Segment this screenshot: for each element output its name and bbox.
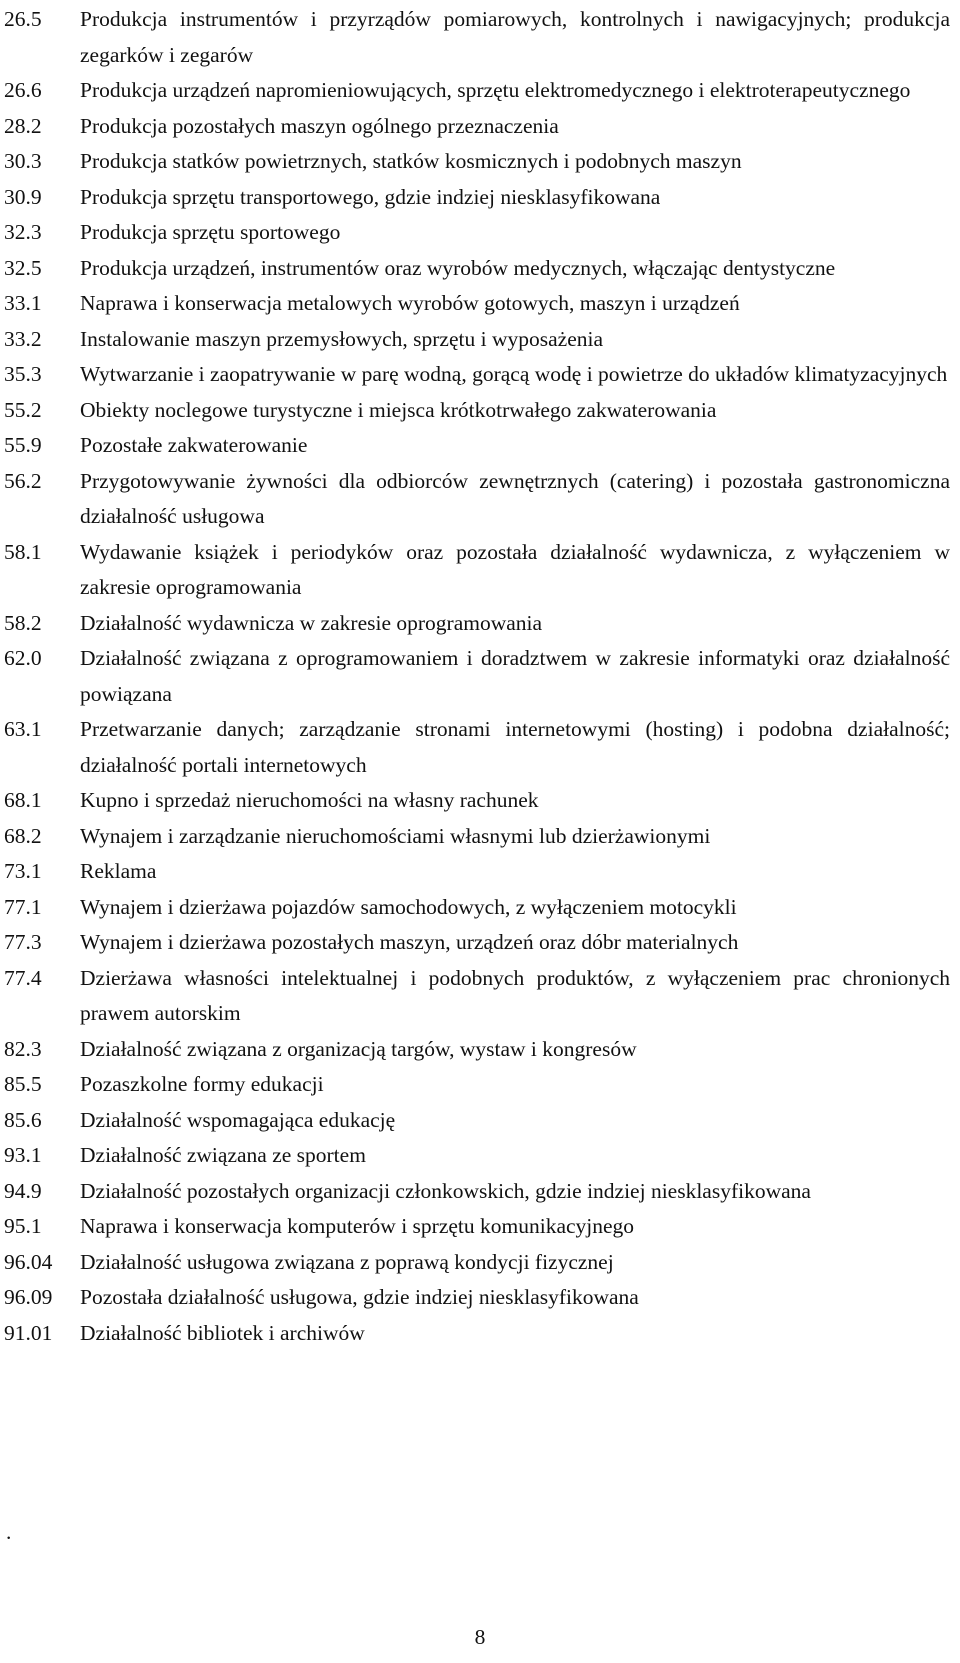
activity-description: Naprawa i konserwacja komputerów i sprzętu komunikacyjnego	[80, 1214, 635, 1238]
activity-description: Przygotowywanie żywności dla odbiorców zewnętrznych (catering) i pozostała gastronomiczna działalność usługowa	[80, 468, 950, 528]
pkd-code-list	[4, 2, 950, 1351]
list-item	[4, 1280, 950, 1316]
activity-description: Dzierżawa własności intelektualnej i podobnych produktów, z wyłączeniem prac chronionych prawem autorskim	[80, 965, 950, 1025]
list-item	[4, 144, 950, 180]
activity-description: Działalność związana ze sportem	[80, 1143, 366, 1167]
list-item	[4, 73, 950, 109]
list-item	[4, 109, 950, 145]
list-item	[4, 180, 950, 216]
activity-description: Przetwarzanie danych; zarządzanie stronami internetowymi (hosting) i podobna działalność; działalność portali internetowych	[80, 717, 950, 777]
activity-description: Działalność bibliotek i archiwów	[80, 1320, 365, 1345]
list-item	[4, 357, 950, 393]
activity-description: Reklama	[80, 859, 157, 883]
activity-description: Pozostała działalność usługowa, gdzie indziej niesklasyfikowana	[80, 1285, 639, 1309]
activity-code: 68.2	[4, 823, 42, 848]
list-item	[4, 428, 950, 464]
list-item	[4, 464, 950, 535]
activity-description: Pozostałe zakwaterowanie	[80, 433, 308, 457]
activity-code: 58.2	[4, 610, 42, 635]
page-number: 8	[474, 1625, 486, 1649]
activity-description: Działalność związana z oprogramowaniem i doradztwem w zakresie informatyki oraz działalność powiązana	[80, 646, 950, 706]
activity-description: Produkcja sprzętu sportowego	[80, 220, 341, 244]
activity-description: Działalność wydawnicza w zakresie oprogramowania	[80, 610, 543, 635]
trailing-mark: .	[6, 1520, 12, 1544]
activity-description: Produkcja instrumentów i przyrządów pomiarowych, kontrolnych i nawigacyjnych; produkcja zegarków i zegarów	[80, 7, 950, 67]
activity-description: Instalowanie maszyn przemysłowych, sprzętu i wyposażenia	[80, 326, 604, 351]
activity-code: 35.3	[4, 362, 42, 386]
list-item	[4, 641, 950, 712]
activity-code: 93.1	[4, 1143, 42, 1167]
activity-code: 32.3	[4, 220, 42, 244]
activity-code: 96.04	[4, 1249, 53, 1274]
activity-code: 85.6	[4, 1107, 42, 1132]
activity-code: 28.2	[4, 113, 42, 138]
activity-code: 56.2	[4, 468, 42, 493]
list-item	[4, 783, 950, 819]
list-item	[4, 393, 950, 429]
activity-code: 68.1	[4, 788, 42, 812]
activity-code: 26.6	[4, 78, 42, 102]
activity-code: 77.4	[4, 965, 42, 990]
list-item	[4, 1245, 950, 1281]
activity-description: Wynajem i dzierżawa pozostałych maszyn, urządzeń oraz dóbr materialnych	[80, 930, 739, 954]
activity-code: 77.3	[4, 930, 42, 954]
activity-code: 62.0	[4, 646, 42, 670]
activity-description: Produkcja urządzeń napromieniowujących, sprzętu elektromedycznego i elektroterapeutycznego	[80, 78, 911, 102]
list-item	[4, 1209, 950, 1245]
activity-code: 30.9	[4, 184, 42, 209]
list-item	[4, 1103, 950, 1139]
activity-description: Produkcja statków powietrznych, statków kosmicznych i podobnych maszyn	[80, 149, 742, 173]
list-item	[4, 1032, 950, 1068]
activity-code: 32.5	[4, 255, 42, 280]
activity-description: Obiekty noclegowe turystyczne i miejsca krótkotrwałego zakwaterowania	[80, 397, 717, 422]
activity-description: Działalność usługowa związana z poprawą kondycji fizycznej	[80, 1249, 614, 1274]
list-item	[4, 251, 950, 287]
activity-description: Produkcja sprzętu transportowego, gdzie indziej niesklasyfikowana	[80, 184, 661, 209]
list-item	[4, 286, 950, 322]
activity-description: Wynajem i zarządzanie nieruchomościami własnymi lub dzierżawionymi	[80, 823, 711, 848]
list-item	[4, 925, 950, 961]
activity-description: Działalność wspomagająca edukację	[80, 1107, 396, 1132]
list-item	[4, 1138, 950, 1174]
activity-code: 77.1	[4, 894, 42, 919]
activity-description: Wydawanie książek i periodyków oraz pozostała działalność wydawnicza, z wyłączeniem w zakresie oprogramowania	[80, 539, 950, 599]
activity-code: 85.5	[4, 1072, 42, 1096]
activity-code: 58.1	[4, 539, 42, 564]
activity-code: 26.5	[4, 7, 42, 31]
activity-code: 55.2	[4, 397, 42, 422]
list-item	[4, 1067, 950, 1103]
activity-code: 94.9	[4, 1178, 42, 1203]
list-item	[4, 1174, 950, 1210]
activity-description: Produkcja pozostałych maszyn ogólnego przeznaczenia	[80, 113, 559, 138]
activity-code: 82.3	[4, 1036, 42, 1061]
activity-code: 91.01	[4, 1320, 53, 1345]
list-item	[4, 819, 950, 855]
list-item	[4, 1316, 950, 1352]
list-item	[4, 2, 950, 73]
activity-description: Naprawa i konserwacja metalowych wyrobów gotowych, maszyn i urządzeń	[80, 291, 740, 315]
list-item	[4, 961, 950, 1032]
activity-description: Wynajem i dzierżawa pojazdów samochodowych, z wyłączeniem motocykli	[80, 894, 737, 919]
activity-code: 33.2	[4, 326, 42, 351]
activity-description: Wytwarzanie i zaopatrywanie w parę wodną, gorącą wodę i powietrze do układów klimatyzacyjnych	[80, 362, 948, 386]
activity-code: 63.1	[4, 717, 42, 741]
list-item	[4, 712, 950, 783]
list-item	[4, 215, 950, 251]
activity-description: Działalność związana z organizacją targów, wystaw i kongresów	[80, 1036, 637, 1061]
activity-description: Produkcja urządzeń, instrumentów oraz wyrobów medycznych, włączając dentystyczne	[80, 255, 836, 280]
activity-code: 96.09	[4, 1285, 53, 1309]
list-item	[4, 322, 950, 358]
activity-code: 33.1	[4, 291, 42, 315]
list-item	[4, 854, 950, 890]
activity-description: Działalność pozostałych organizacji członkowskich, gdzie indziej niesklasyfikowana	[80, 1178, 811, 1203]
activity-code: 55.9	[4, 433, 42, 457]
activity-code: 30.3	[4, 149, 42, 173]
activity-code: 73.1	[4, 859, 42, 883]
list-item	[4, 890, 950, 926]
activity-description: Kupno i sprzedaż nieruchomości na własny rachunek	[80, 788, 539, 812]
list-item	[4, 606, 950, 642]
activity-code: 95.1	[4, 1214, 42, 1238]
activity-description: Pozaszkolne formy edukacji	[80, 1072, 324, 1096]
list-item	[4, 535, 950, 606]
